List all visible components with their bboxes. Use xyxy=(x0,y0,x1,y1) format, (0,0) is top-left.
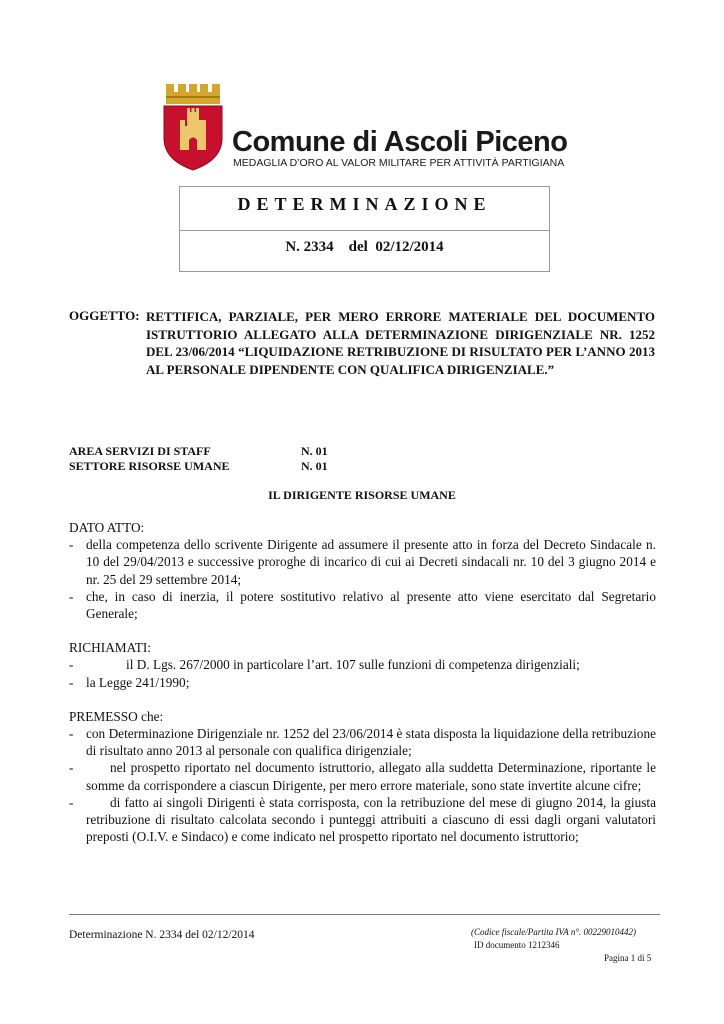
list-item: - di fatto ai singoli Dirigenti è stata corrisposta, con la retribuzione del mese di giugno 2014, la giusta retribuzione di risultato calcolata secondo i punteggi attribuiti a ciascuno di essi dagli organi valutatori preposti (O.I.V. e Sindaco) e come indicato nel prospetto riportato nel documento istruttorio; xyxy=(69,794,656,845)
richiamati-title: RICHIAMATI: xyxy=(69,640,151,656)
list-item: - con Determinazione Dirigenziale nr. 1252 del 23/06/2014 è stata disposta la liquidazione della retribuzione di risultato anno 2013 al personale con qualifica dirigenziale; xyxy=(69,726,656,759)
footer-divider xyxy=(69,914,660,915)
dirigente-heading: IL DIRIGENTE RISORSE UMANE xyxy=(268,488,456,502)
document-number: N. 2334 del 02/12/2014 xyxy=(285,239,444,255)
comune-motto: MEDAGLIA D’ORO AL VALOR MILITARE PER ATTIVITÀ PARTIGIANA xyxy=(233,157,565,169)
settore-label: SETTORE RISORSE UMANE xyxy=(69,459,230,473)
document-type: DETERMINAZIONE xyxy=(237,194,492,214)
dato-atto-title: DATO ATTO: xyxy=(69,520,145,535)
list-item: - che, in caso di inerzia, il potere sostitutivo relativo al presente atto viene esercitato dal Segretario Generale; xyxy=(69,588,656,622)
comune-name: Comune di Ascoli Piceno xyxy=(232,126,568,158)
oggetto-text: RETTIFICA, PARZIALE, PER MERO ERRORE MATERIALE DEL DOCUMENTO ISTRUTTORIO ALLEGATO ALLA DETERMINAZIONE DIRIGENZIALE NR. 1252 DEL 23/06/2014 “LIQUIDAZIONE RETRIBUZIONE DI RISULTATO PER L’ANNO 2013 AL PERSONALE DIPENDENTE CON QUALIFICA DIRIGENZIALE.” xyxy=(146,309,655,377)
crown-icon xyxy=(166,84,220,104)
title-divider xyxy=(180,230,549,231)
list-item: - la Legge 241/1990; xyxy=(69,674,190,690)
footer-document-id: ID documento 1212346 xyxy=(474,940,560,950)
document-body xyxy=(69,519,656,845)
footer-fiscal-code: (Codice fiscale/Partita IVA n°. 00229010442) xyxy=(471,927,636,937)
area-label: AREA SERVIZI DI STAFF xyxy=(69,444,211,458)
coat-of-arms-logo xyxy=(160,82,226,172)
list-item: - della competenza dello scrivente Dirigente ad assumere il presente atto in forza del Decreto Sindacale n. 10 del 29/04/2013 e successive proroghe di incarico di cui ai Decreti sindacali nr. 10 del 3 giugno 2014 e nr. 25 del 29 settembre 2014; xyxy=(69,537,656,587)
footer-page-number: Pagina 1 di 5 xyxy=(604,953,652,963)
list-item: - il D. Lgs. 267/2000 in particolare l’art. 107 sulle funzioni di competenza dirigenziali; xyxy=(69,657,580,673)
settore-number: N. 01 xyxy=(301,459,328,473)
list-item: - nel prospetto riportato nel documento istruttorio, allegato alla suddetta Determinazione, riportante le somme da corrispondere a ciascun Dirigente, per mero errore materiale, sono state invertite alcune cifre; xyxy=(69,760,656,793)
footer-determinazione: Determinazione N. 2334 del 02/12/2014 xyxy=(69,929,255,941)
premesso-title: PREMESSO che: xyxy=(69,708,164,724)
title-box xyxy=(179,186,550,272)
area-number: N. 01 xyxy=(301,444,328,458)
oggetto-label: OGGETTO: xyxy=(69,308,140,323)
